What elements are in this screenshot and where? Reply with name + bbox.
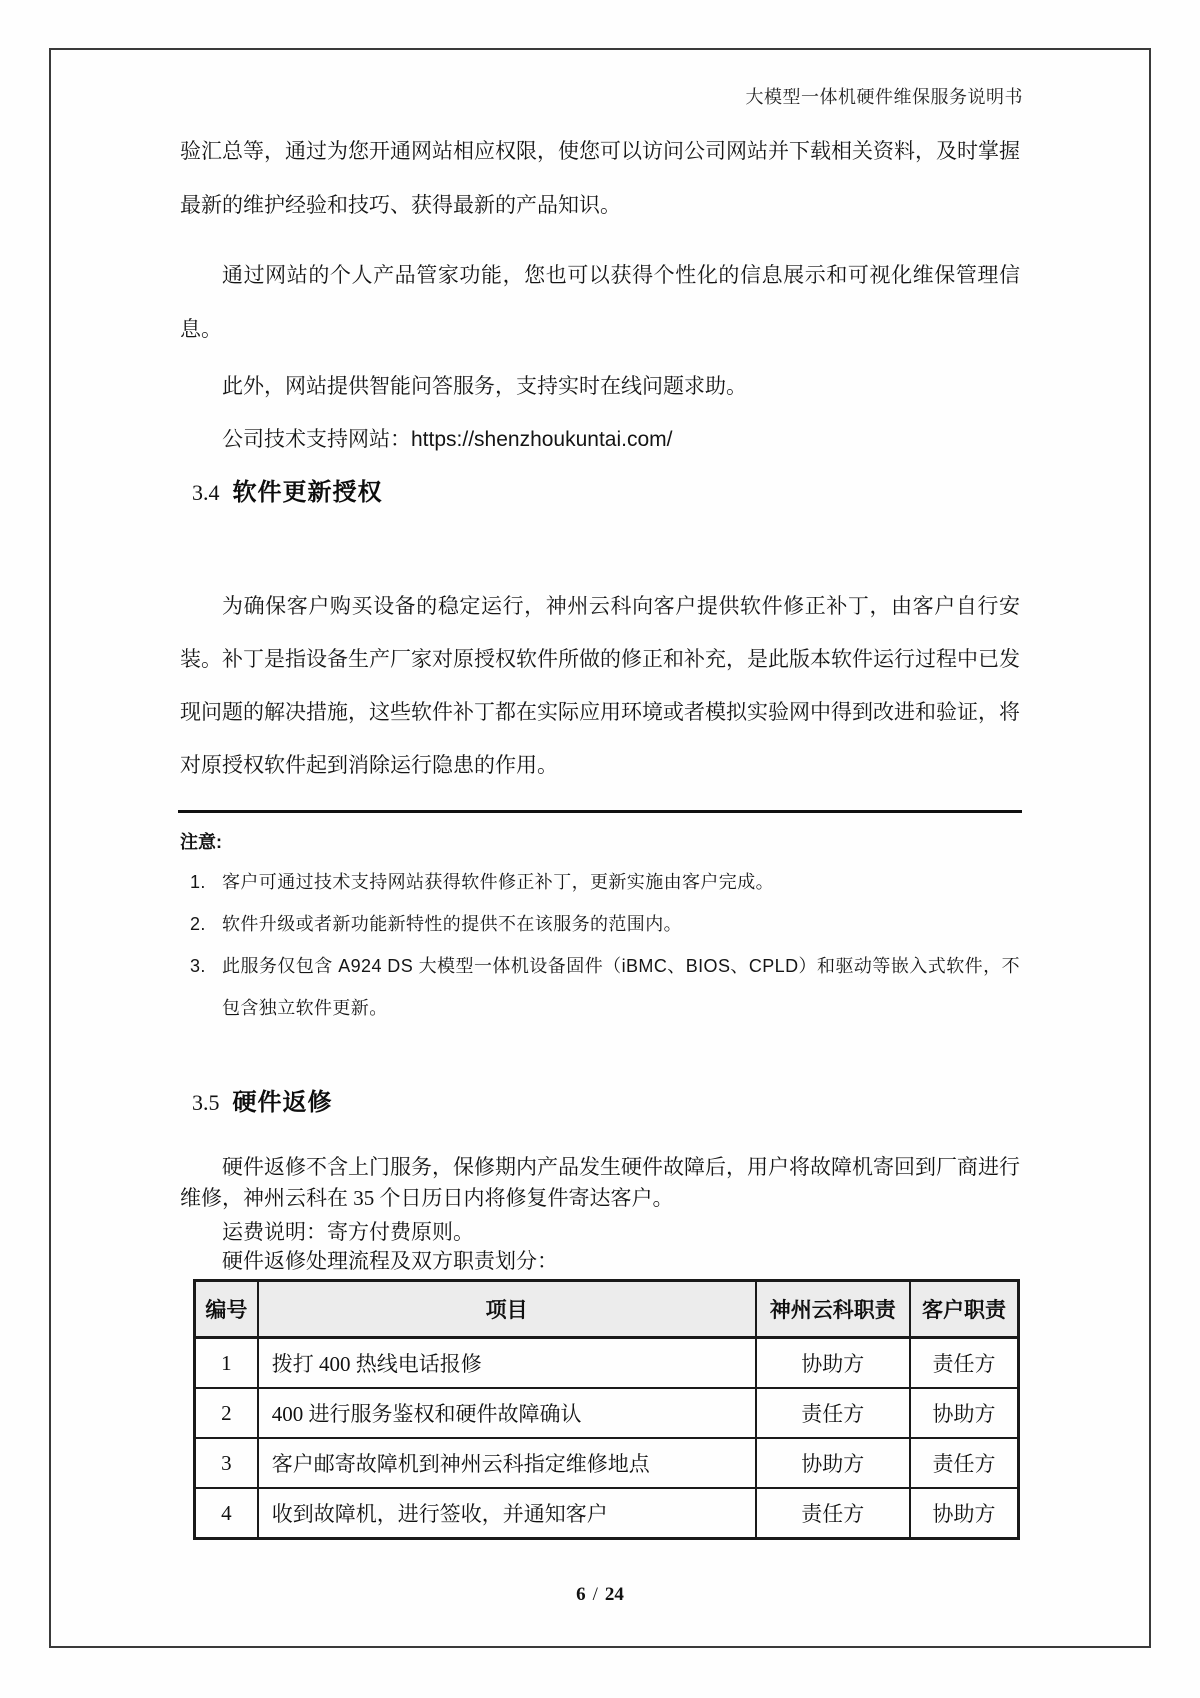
cell-customer-duty: 责任方 <box>910 1438 1018 1488</box>
cell-vendor-duty: 责任方 <box>756 1488 911 1539</box>
cell-item: 客户邮寄故障机到神州云科指定维修地点 <box>258 1438 756 1488</box>
section-heading-3-5 <box>192 1082 333 1117</box>
note-text: 此服务仅包含 A924 DS 大模型一体机设备固件（iBMC、BIOS、CPLD）和驱动等嵌入式软件，不包含独立软件更新。 <box>222 956 1020 1018</box>
note-item-1 <box>180 861 1020 903</box>
note-item-2 <box>180 903 1020 945</box>
footer-page-total: 24 <box>604 1584 624 1605</box>
paragraph-software-update: 为确保客户购买设备的稳定运行，神州云科向客户提供软件修正补丁，由客户自行安装。补丁是指设备生产厂家对原授权软件所做的修正和补充，是此版本软件运行过程中已发现问题的解决措施，这些软件补丁都在实际应用环境或者模拟实验网中得到改进和验证，将对原授权软件起到消除运行隐患的作用。 <box>180 595 1020 777</box>
cell-number: 1 <box>195 1338 258 1389</box>
note-number: 1. <box>190 872 206 892</box>
cell-customer-duty: 责任方 <box>910 1338 1018 1389</box>
support-site-label: 公司技术支持网站： <box>222 428 411 451</box>
cell-item: 拨打 400 热线电话报修 <box>258 1338 756 1389</box>
table-row-3 <box>195 1438 1019 1488</box>
paragraph-hardware-return: 硬件返修不含上门服务，保修期内产品发生硬件故障后，用户将故障机寄回到厂商进行维修，神州云科在 35 个日历日内将修复件寄达客户。 <box>180 1155 1020 1210</box>
note-divider-rule <box>178 810 1022 813</box>
col-header-number: 编号 <box>195 1281 258 1338</box>
cell-customer-duty: 协助方 <box>910 1488 1018 1539</box>
cell-number: 2 <box>195 1388 258 1438</box>
section-number: 3.4 <box>192 480 220 505</box>
footer-separator: / <box>592 1584 598 1605</box>
cell-customer-duty: 协助方 <box>910 1388 1018 1438</box>
cell-item: 收到故障机，进行签收，并通知客户 <box>258 1488 756 1539</box>
section-title: 硬件返修 <box>232 1089 333 1116</box>
col-header-customer-duty: 客户职责 <box>910 1281 1018 1338</box>
note-label: 注意: <box>180 832 222 852</box>
responsibility-table <box>193 1279 1020 1540</box>
cell-vendor-duty: 协助方 <box>756 1338 911 1389</box>
note-number: 3. <box>190 956 206 976</box>
cell-vendor-duty: 责任方 <box>756 1388 911 1438</box>
paragraph-shipping-note: 运费说明：寄方付费原则。 <box>222 1220 474 1244</box>
running-header: 大模型一体机硬件维保服务说明书 <box>745 87 1023 107</box>
cell-item: 400 进行服务鉴权和硬件故障确认 <box>258 1388 756 1438</box>
cell-number: 3 <box>195 1438 258 1488</box>
table-row-1 <box>195 1338 1019 1389</box>
section-title: 软件更新授权 <box>232 479 383 506</box>
paragraph-continued: 验汇总等，通过为您开通网站相应权限，使您可以访问公司网站并下载相关资料，及时掌握最新的维护经验和技巧、获得最新的产品知识。 <box>180 140 1020 217</box>
section-number: 3.5 <box>192 1090 220 1115</box>
support-site-url[interactable]: https://shenzhoukuntai.com/ <box>411 428 673 451</box>
paragraph-product-butler: 通过网站的个人产品管家功能，您也可以获得个性化的信息展示和可视化维保管理信息。 <box>180 264 1020 341</box>
table-row-2 <box>195 1388 1019 1438</box>
paragraph-table-caption: 硬件返修处理流程及双方职责划分： <box>222 1249 558 1273</box>
section-heading-3-4 <box>192 472 383 507</box>
note-text: 软件升级或者新功能新特性的提供不在该服务的范围内。 <box>222 914 682 934</box>
note-list <box>180 861 1020 1029</box>
col-header-vendor-duty: 神州云科职责 <box>756 1281 911 1338</box>
paragraph-qa-service: 此外，网站提供智能问答服务，支持实时在线问题求助。 <box>222 375 747 398</box>
cell-number: 4 <box>195 1488 258 1539</box>
note-number: 2. <box>190 914 206 934</box>
note-item-3 <box>180 945 1020 1029</box>
col-header-item: 项目 <box>258 1281 756 1338</box>
note-text: 客户可通过技术支持网站获得软件修正补丁，更新实施由客户完成。 <box>222 872 774 892</box>
page-footer <box>0 1584 1200 1606</box>
table-header-row <box>195 1281 1019 1338</box>
table-row-4 <box>195 1488 1019 1539</box>
paragraph-support-site <box>180 413 1020 467</box>
footer-page-number: 6 <box>576 1584 586 1605</box>
cell-vendor-duty: 协助方 <box>756 1438 911 1488</box>
